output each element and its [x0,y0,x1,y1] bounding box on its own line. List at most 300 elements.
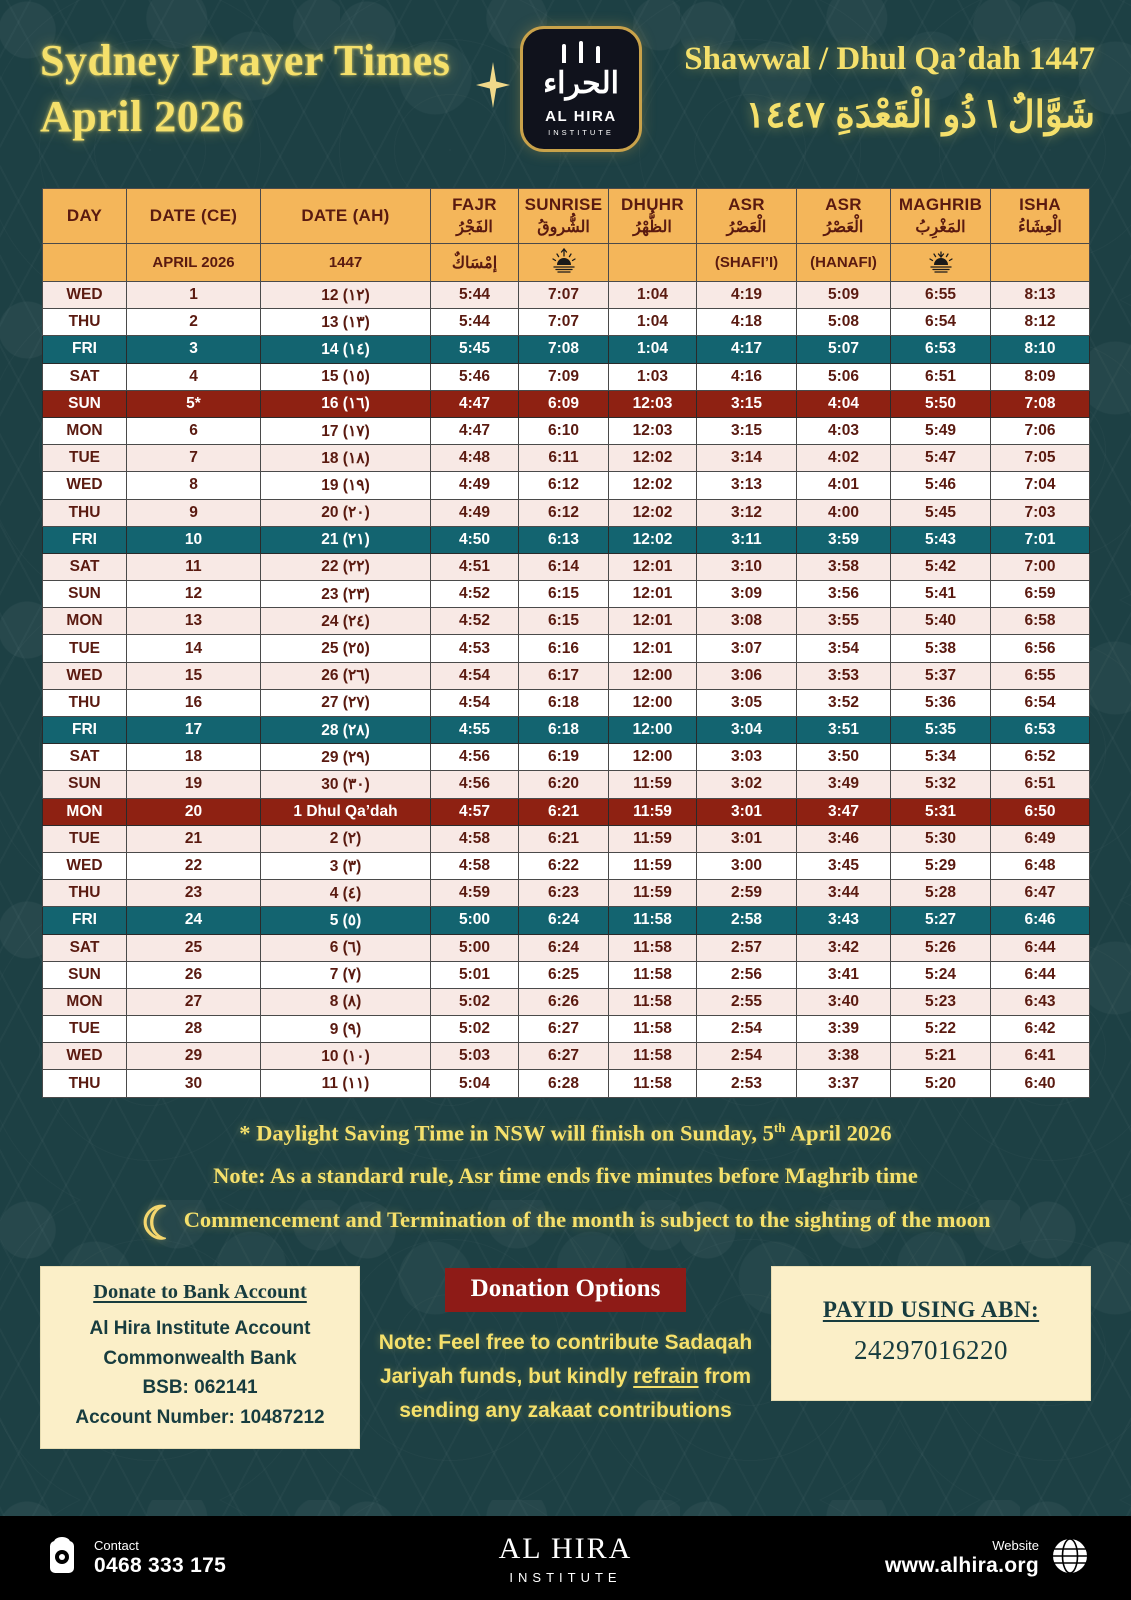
cell-r11-c9: 6:59 [991,581,1090,608]
cell-r17-c5: 12:00 [609,744,697,771]
cell-r2-c7: 5:07 [797,336,891,363]
cell-r24-c7: 3:42 [797,934,891,961]
cell-r2-c8: 6:53 [891,336,991,363]
cell-r26-c7: 3:40 [797,988,891,1015]
cell-r15-c3: 4:54 [431,689,519,716]
cell-r21-c8: 5:29 [891,852,991,879]
cell-r29-c4: 6:28 [519,1070,609,1097]
cell-r9-c2: 21 (٢١) [261,526,431,553]
cell-r12-c5: 12:01 [609,608,697,635]
cell-r23-c5: 11:58 [609,907,697,934]
bank-line-2: BSB: 062141 [142,1377,258,1399]
table-row [43,309,1090,336]
table-row [43,934,1090,961]
cell-r8-c4: 6:12 [519,499,609,526]
cell-r7-c8: 5:46 [891,472,991,499]
cell-r2-c6: 4:17 [697,336,797,363]
cell-r10-c8: 5:42 [891,553,991,580]
cell-r24-c3: 5:00 [431,934,519,961]
cell-r1-c5: 1:04 [609,309,697,336]
cell-r3-c0: SAT [43,363,127,390]
cell-r9-c4: 6:13 [519,526,609,553]
cell-r16-c0: FRI [43,717,127,744]
footer-brand-block [372,1532,759,1585]
column-header-label: MAGHRIB [898,195,983,214]
payid-title: PAYID USING ABN: [822,1297,1040,1323]
cell-r14-c9: 6:55 [991,662,1090,689]
cell-r6-c5: 12:02 [609,445,697,472]
cell-r5-c5: 12:03 [609,417,697,444]
cell-r26-c0: MON [43,988,127,1015]
cell-r21-c5: 11:59 [609,852,697,879]
cell-r24-c1: 25 [127,934,261,961]
four-point-star-icon [466,62,520,117]
cell-r12-c2: 24 (٢٤) [261,608,431,635]
cell-r21-c6: 3:00 [697,852,797,879]
cell-r13-c8: 5:38 [891,635,991,662]
table-subheader-row [43,244,1090,282]
sunrise-icon [549,248,579,274]
cell-r24-c0: SAT [43,934,127,961]
cell-r25-c7: 3:41 [797,961,891,988]
cell-r12-c8: 5:40 [891,608,991,635]
cell-r7-c5: 12:02 [609,472,697,499]
cell-r17-c1: 18 [127,744,261,771]
cell-r17-c4: 6:19 [519,744,609,771]
cell-r28-c7: 3:38 [797,1043,891,1070]
prayer-times-table-wrap [42,188,1089,1098]
cell-r17-c9: 6:52 [991,744,1090,771]
poster-footer [0,1516,1131,1600]
table-row [43,499,1090,526]
cell-r28-c8: 5:21 [891,1043,991,1070]
cell-r27-c5: 11:58 [609,1016,697,1043]
cell-r17-c8: 5:34 [891,744,991,771]
cell-r9-c5: 12:02 [609,526,697,553]
cell-r16-c9: 6:53 [991,717,1090,744]
cell-r26-c8: 5:23 [891,988,991,1015]
table-row [43,880,1090,907]
cell-r11-c6: 3:09 [697,581,797,608]
cell-r7-c0: WED [43,472,127,499]
cell-r22-c0: THU [43,880,127,907]
cell-r17-c7: 3:50 [797,744,891,771]
page-title-line2: April 2026 [40,92,245,141]
cell-r14-c5: 12:00 [609,662,697,689]
column-header-label: DATE (AH) [301,206,390,225]
hijri-month-arabic: شَوَّالٌ \ ذُو الْقَعْدَةِ ١٤٤٧ [745,93,1095,135]
cell-r26-c2: 8 (٨) [261,988,431,1015]
cell-r15-c1: 16 [127,689,261,716]
footer-website-label: Website [992,1537,1039,1553]
cell-r3-c3: 5:46 [431,363,519,390]
cell-r4-c7: 4:04 [797,390,891,417]
column-header-asr-6 [697,189,797,244]
cell-r5-c3: 4:47 [431,417,519,444]
cell-r4-c5: 12:03 [609,390,697,417]
bank-line-3: Account Number: 10487212 [75,1406,325,1428]
cell-r9-c6: 3:11 [697,526,797,553]
sunset-icon [926,248,956,274]
cell-r0-c6: 4:19 [697,282,797,309]
cell-r2-c2: 14 (١٤) [261,336,431,363]
column-subheader-4 [519,244,609,282]
asr-note: Note: As a standard rule, Asr time ends five minutes before Maghrib time [213,1162,918,1188]
cell-r14-c1: 15 [127,662,261,689]
table-row [43,417,1090,444]
cell-r18-c7: 3:49 [797,771,891,798]
column-subheader-3: إمْسَاكٌ [431,244,519,282]
cell-r15-c5: 12:00 [609,689,697,716]
cell-r2-c0: FRI [43,336,127,363]
cell-r12-c6: 3:08 [697,608,797,635]
cell-r7-c7: 4:01 [797,472,891,499]
table-row [43,282,1090,309]
column-header-label: DAY [66,206,103,225]
phone-icon [42,1535,82,1582]
logo-name: AL HIRA [545,108,617,125]
column-subheader-1: APRIL 2026 [127,244,261,282]
cell-r6-c0: TUE [43,445,127,472]
cell-r0-c0: WED [43,282,127,309]
payid-card [771,1266,1091,1401]
cell-r29-c2: 11 (١١) [261,1070,431,1097]
cell-r17-c3: 4:56 [431,744,519,771]
cell-r8-c2: 20 (٢٠) [261,499,431,526]
cell-r2-c9: 8:10 [991,336,1090,363]
cell-r27-c9: 6:42 [991,1016,1090,1043]
cell-r15-c9: 6:54 [991,689,1090,716]
cell-r3-c8: 6:51 [891,363,991,390]
cell-r1-c9: 8:12 [991,309,1090,336]
cell-r17-c0: SAT [43,744,127,771]
cell-r5-c1: 6 [127,417,261,444]
cell-r10-c3: 4:51 [431,553,519,580]
cell-r13-c6: 3:07 [697,635,797,662]
cell-r19-c8: 5:31 [891,798,991,825]
cell-r19-c9: 6:50 [991,798,1090,825]
cell-r13-c7: 3:54 [797,635,891,662]
cell-r13-c2: 25 (٢٥) [261,635,431,662]
column-header-label: DATE (CE) [149,206,238,225]
cell-r25-c8: 5:24 [891,961,991,988]
cell-r8-c7: 4:00 [797,499,891,526]
cell-r1-c1: 2 [127,309,261,336]
cell-r2-c4: 7:08 [519,336,609,363]
column-subheader-5 [609,244,697,282]
cell-r9-c7: 3:59 [797,526,891,553]
cell-r26-c9: 6:43 [991,988,1090,1015]
cell-r28-c3: 5:03 [431,1043,519,1070]
page-title-line1: Sydney Prayer Times [40,35,451,85]
al-hira-logo [520,26,642,152]
cell-r6-c7: 4:02 [797,445,891,472]
logo-arabic-text: الحراء [543,67,619,100]
cell-r12-c7: 3:55 [797,608,891,635]
cell-r4-c3: 4:47 [431,390,519,417]
cell-r21-c7: 3:45 [797,852,891,879]
cell-r28-c4: 6:27 [519,1043,609,1070]
cell-r29-c7: 3:37 [797,1070,891,1097]
cell-r3-c5: 1:03 [609,363,697,390]
cell-r0-c7: 5:09 [797,282,891,309]
cell-r20-c1: 21 [127,825,261,852]
table-row [43,689,1090,716]
cell-r6-c4: 6:11 [519,445,609,472]
table-row [43,635,1090,662]
cell-r21-c2: 3 (٣) [261,852,431,879]
cell-r15-c4: 6:18 [519,689,609,716]
cell-r12-c3: 4:52 [431,608,519,635]
cell-r15-c7: 3:52 [797,689,891,716]
cell-r7-c4: 6:12 [519,472,609,499]
cell-r28-c1: 29 [127,1043,261,1070]
column-header-fajr-3 [431,189,519,244]
cell-r7-c6: 3:13 [697,472,797,499]
cell-r4-c8: 5:50 [891,390,991,417]
cell-r1-c3: 5:44 [431,309,519,336]
cell-r17-c2: 29 (٢٩) [261,744,431,771]
crescent-moon-icon: ☾ [140,1197,182,1249]
cell-r5-c0: MON [43,417,127,444]
footer-contact [42,1535,372,1582]
column-header-maghrib-8 [891,189,991,244]
cell-r29-c0: THU [43,1070,127,1097]
cell-r1-c8: 6:54 [891,309,991,336]
cell-r3-c1: 4 [127,363,261,390]
footer-contact-label: Contact [94,1537,139,1553]
cell-r12-c1: 13 [127,608,261,635]
cell-r20-c6: 3:01 [697,825,797,852]
dst-note-prefix: * Daylight Saving Time in NSW will finish on Sunday, 5 [239,1120,774,1146]
cell-r7-c2: 19 (١٩) [261,472,431,499]
cell-r21-c0: WED [43,852,127,879]
cell-r27-c2: 9 (٩) [261,1016,431,1043]
cell-r22-c3: 4:59 [431,880,519,907]
cell-r22-c4: 6:23 [519,880,609,907]
cell-r9-c1: 10 [127,526,261,553]
cell-r11-c0: SUN [43,581,127,608]
cell-r16-c7: 3:51 [797,717,891,744]
donation-note [378,1326,753,1428]
cell-r20-c9: 6:49 [991,825,1090,852]
cell-r28-c9: 6:41 [991,1043,1090,1070]
column-subheader-2: 1447 [261,244,431,282]
table-body [43,282,1090,1098]
column-header-label: ASR [825,195,862,214]
cell-r27-c7: 3:39 [797,1016,891,1043]
cell-r6-c9: 7:05 [991,445,1090,472]
cell-r23-c2: 5 (٥) [261,907,431,934]
donation-options-column [378,1266,753,1428]
cell-r23-c8: 5:27 [891,907,991,934]
cell-r23-c4: 6:24 [519,907,609,934]
cell-r9-c0: FRI [43,526,127,553]
cell-r3-c2: 15 (١٥) [261,363,431,390]
cell-r15-c2: 27 (٢٧) [261,689,431,716]
dst-note [0,1112,1131,1155]
column-header-label: FAJR [452,195,497,214]
column-header-arabic: الْعِشَاءُ [1018,219,1062,236]
table-row [43,472,1090,499]
cell-r18-c5: 11:59 [609,771,697,798]
cell-r3-c9: 8:09 [991,363,1090,390]
cell-r29-c8: 5:20 [891,1070,991,1097]
column-subheader-0 [43,244,127,282]
table-row [43,608,1090,635]
cell-r0-c3: 5:44 [431,282,519,309]
cell-r18-c1: 19 [127,771,261,798]
cell-r24-c8: 5:26 [891,934,991,961]
table-row [43,662,1090,689]
cell-r1-c0: THU [43,309,127,336]
column-header-arabic: الفَجْرُ [456,219,493,236]
table-header [43,189,1090,282]
cell-r16-c8: 5:35 [891,717,991,744]
column-header-arabic: الشُّروقُ [537,219,590,236]
cell-r21-c4: 6:22 [519,852,609,879]
column-subheader-6: (SHAFI’I) [697,244,797,282]
cell-r0-c5: 1:04 [609,282,697,309]
cell-r2-c3: 5:45 [431,336,519,363]
cell-r19-c5: 11:59 [609,798,697,825]
cell-r12-c9: 6:58 [991,608,1090,635]
column-header-sunrise-4 [519,189,609,244]
cell-r15-c6: 3:05 [697,689,797,716]
footer-contact-value: 0468 333 175 [94,1554,227,1578]
column-header-asr-7 [797,189,891,244]
table-row [43,1070,1090,1097]
cell-r16-c1: 17 [127,717,261,744]
logo-subtitle: INSTITUTE [548,128,614,137]
cell-r10-c4: 6:14 [519,553,609,580]
cell-r23-c3: 5:00 [431,907,519,934]
cell-r25-c9: 6:44 [991,961,1090,988]
cell-r19-c1: 20 [127,798,261,825]
table-row [43,825,1090,852]
column-header-arabic: الظُّهْرُ [633,219,672,236]
cell-r14-c2: 26 (٢٦) [261,662,431,689]
cell-r14-c6: 3:06 [697,662,797,689]
cell-r15-c8: 5:36 [891,689,991,716]
cell-r17-c6: 3:03 [697,744,797,771]
cell-r0-c4: 7:07 [519,282,609,309]
cell-r18-c6: 3:02 [697,771,797,798]
donation-section [40,1266,1091,1449]
cell-r10-c6: 3:10 [697,553,797,580]
cell-r8-c3: 4:49 [431,499,519,526]
cell-r25-c0: SUN [43,961,127,988]
cell-r25-c4: 6:25 [519,961,609,988]
cell-r27-c4: 6:27 [519,1016,609,1043]
cell-r15-c0: THU [43,689,127,716]
cell-r11-c5: 12:01 [609,581,697,608]
cell-r19-c3: 4:57 [431,798,519,825]
poster-header [0,0,1131,178]
cell-r13-c9: 6:56 [991,635,1090,662]
cell-r5-c4: 6:10 [519,417,609,444]
poster-title-block [26,33,466,146]
cell-r8-c5: 12:02 [609,499,697,526]
cell-r4-c4: 6:09 [519,390,609,417]
cell-r5-c9: 7:06 [991,417,1090,444]
cell-r1-c7: 5:08 [797,309,891,336]
cell-r24-c4: 6:24 [519,934,609,961]
column-header-arabic: الْعَصْرُ [726,219,767,236]
table-row [43,907,1090,934]
cell-r22-c1: 23 [127,880,261,907]
table-row [43,1043,1090,1070]
table-row [43,961,1090,988]
cell-r6-c1: 7 [127,445,261,472]
cell-r19-c6: 3:01 [697,798,797,825]
cell-r18-c9: 6:51 [991,771,1090,798]
cell-r3-c4: 7:09 [519,363,609,390]
cell-r5-c2: 17 (١٧) [261,417,431,444]
cell-r0-c2: 12 (١٢) [261,282,431,309]
cell-r10-c5: 12:01 [609,553,697,580]
cell-r28-c6: 2:54 [697,1043,797,1070]
cell-r28-c5: 11:58 [609,1043,697,1070]
footer-website-value[interactable]: www.alhira.org [885,1554,1039,1578]
footer-contact-text [94,1538,226,1578]
donation-note-part1: Note: Feel free to contribute Sadaqah Jariyah funds, but kindly [378,1331,753,1389]
cell-r9-c9: 7:01 [991,526,1090,553]
table-row [43,390,1090,417]
notes-section [0,1112,1131,1251]
cell-r13-c1: 14 [127,635,261,662]
moon-sighting-note: Commencement and Termination of the month is subject to the sighting of the moon [183,1207,991,1233]
bank-card-title: Donate to Bank Account [93,1281,307,1304]
cell-r27-c1: 28 [127,1016,261,1043]
cell-r4-c0: SUN [43,390,127,417]
cell-r16-c3: 4:55 [431,717,519,744]
cell-r6-c6: 3:14 [697,445,797,472]
cell-r24-c6: 2:57 [697,934,797,961]
cell-r10-c7: 3:58 [797,553,891,580]
cell-r23-c0: FRI [43,907,127,934]
cell-r26-c4: 6:26 [519,988,609,1015]
footer-brand-sub: INSTITUTE [509,1569,622,1585]
footer-website-text [885,1538,1039,1578]
cell-r26-c3: 5:02 [431,988,519,1015]
cell-r24-c9: 6:44 [991,934,1090,961]
cell-r1-c6: 4:18 [697,309,797,336]
cell-r29-c5: 11:58 [609,1070,697,1097]
cell-r16-c6: 3:04 [697,717,797,744]
cell-r22-c7: 3:44 [797,880,891,907]
cell-r5-c8: 5:49 [891,417,991,444]
footer-website[interactable] [759,1537,1089,1580]
minarets-icon [562,41,600,63]
column-subheader-8 [891,244,991,282]
cell-r14-c3: 4:54 [431,662,519,689]
cell-r13-c5: 12:01 [609,635,697,662]
cell-r20-c5: 11:59 [609,825,697,852]
cell-r27-c0: TUE [43,1016,127,1043]
cell-r10-c1: 11 [127,553,261,580]
cell-r22-c9: 6:47 [991,880,1090,907]
cell-r18-c0: SUN [43,771,127,798]
cell-r11-c2: 23 (٢٣) [261,581,431,608]
cell-r28-c2: 10 (١٠) [261,1043,431,1070]
cell-r20-c7: 3:46 [797,825,891,852]
footer-brand: AL HIRA [498,1531,633,1565]
cell-r4-c9: 7:08 [991,390,1090,417]
cell-r14-c7: 3:53 [797,662,891,689]
cell-r25-c5: 11:58 [609,961,697,988]
cell-r9-c8: 5:43 [891,526,991,553]
